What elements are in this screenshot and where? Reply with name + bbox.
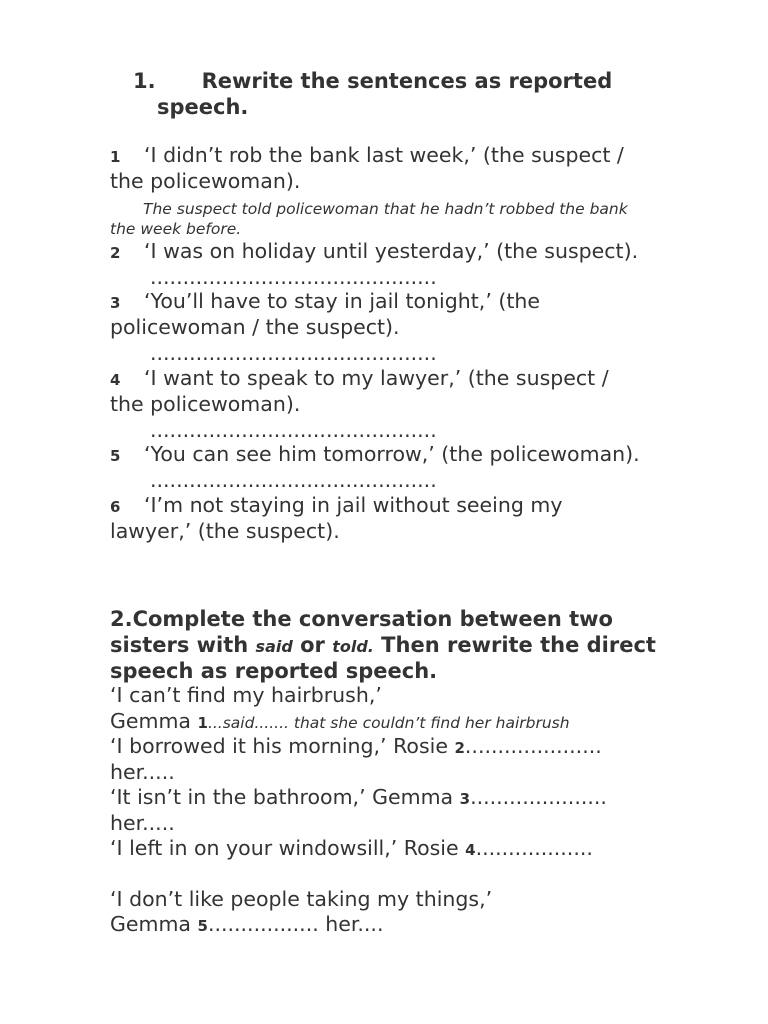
conversation-line [110,785,607,812]
answer-blank: ............................................ [150,265,437,289]
speaker: Gemma [110,912,198,936]
conversation-line [110,734,602,761]
quote: ‘I borrowed it his morning,’ Rosie [110,734,455,758]
gap-blank: ................. [207,912,319,936]
conversation-line: her..... [110,811,175,835]
example-answer-cont: the week before. [110,220,242,238]
exercise-1-item-3 [110,289,540,316]
conversation-line [110,709,570,736]
item-number: 6 [110,498,121,516]
conversation-line: her..... [110,760,175,784]
answer-blank: ............................................ [150,341,437,365]
conversation-line: ‘I don’t like people taking my things,’ [110,887,493,911]
heading-text: or [292,633,333,657]
item-text: ‘I want to speak to my lawyer,’ (the suspect / [144,366,609,390]
exercise-1-item-4-cont: the policewoman). [110,392,301,416]
item-number: 3 [110,294,121,312]
conversation-line [110,912,383,939]
gap-blank: ..................... [470,785,607,809]
gap-blank: .................. [475,836,593,860]
said-word: said [255,637,293,656]
exercise-1-heading-cont: speech. [157,95,249,119]
gap-number: 1 [197,714,208,732]
quote: ‘I left in on your windowsill,’ Rosie [110,836,466,860]
gap-number: 3 [459,790,471,808]
gap-number: 4 [465,841,476,859]
exercise-1-item-1 [110,143,624,170]
item-text: ‘I’m not staying in jail without seeing my [144,493,563,517]
exercise-2-heading-cont [110,632,656,660]
exercise-2-heading: 2.Complete the conversation between two [110,607,613,631]
item-number: 2 [110,244,121,262]
exercise-1-item-3-cont: policewoman / the suspect). [110,315,400,339]
gap-number: 2 [454,739,465,757]
gap-1-answer: ...said....... that she couldn’t find her hairbrush [207,714,570,732]
exercise-1-item-6-cont: lawyer,’ (the suspect). [110,519,340,543]
gap-tail: her.... [318,912,384,936]
told-word: told. [332,637,374,656]
item-text: ‘You can see him tomorrow,’ (the policewoman). [144,442,640,466]
heading-text: sisters with [110,633,256,657]
item-number: 1 [110,148,121,166]
answer-blank: ............................................ [150,468,437,492]
item-text: ‘I was on holiday until yesterday,’ (the suspect). [144,239,639,263]
heading-text: Then rewrite the direct [373,633,656,657]
exercise-1-item-1-cont: the policewoman). [110,169,301,193]
conversation-line [110,836,593,863]
item-text: ‘I didn’t rob the bank last week,’ (the suspect / [144,143,624,167]
conversation-line: ‘I can’t find my hairbrush,’ [110,683,382,707]
exercise-1-item-6 [110,493,562,520]
exercise-1-number: 1. [133,69,156,93]
example-answer: The suspect told policewoman that he hadn’t robbed the bank [143,200,628,218]
answer-blank: ............................................ [150,418,437,442]
exercise-2-heading-cont: speech as reported speech. [110,659,438,683]
gap-blank: ..................... [464,734,602,758]
quote: ‘It isn’t in the bathroom,’ Gemma [110,785,460,809]
speaker: Gemma [110,709,198,733]
item-number: 4 [110,371,121,389]
item-number: 5 [110,447,121,465]
exercise-1-item-2 [110,239,638,266]
exercise-1-title: Rewrite the sentences as reported [201,69,613,93]
exercise-1-item-4 [110,366,609,393]
exercise-1-heading [133,68,612,94]
gap-number: 5 [197,917,208,935]
item-text: ‘You’ll have to stay in jail tonight,’ (the [144,289,540,313]
exercise-1-item-5 [110,442,640,469]
